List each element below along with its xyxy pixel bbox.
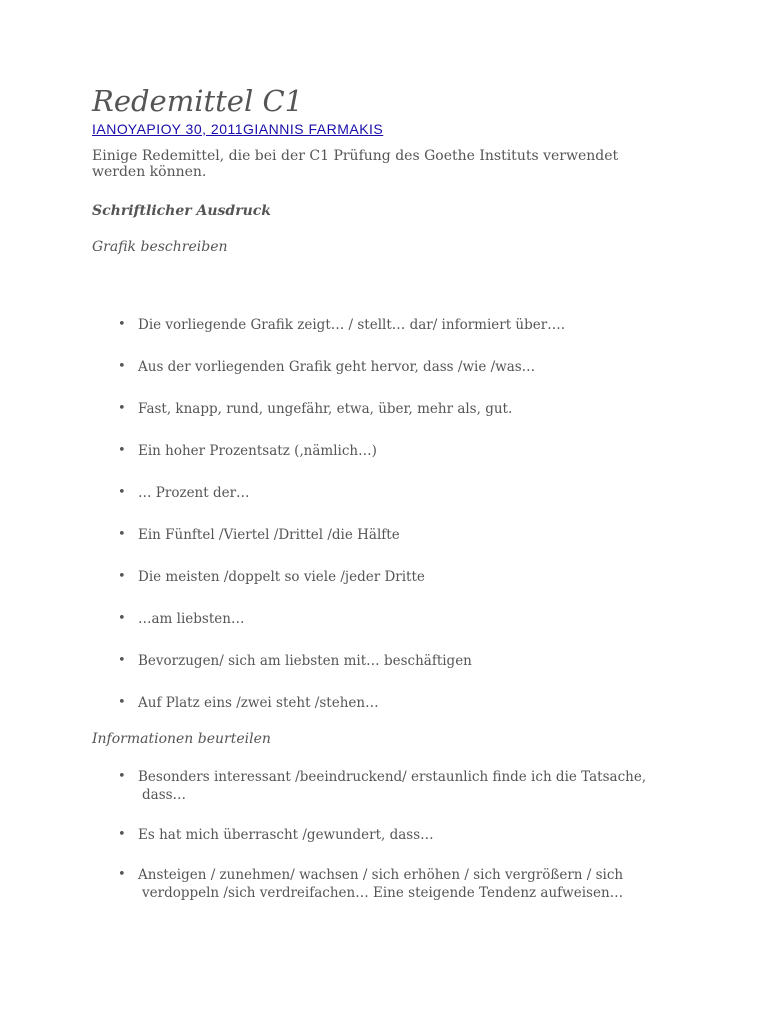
list-item: • Die meisten /doppelt so viele /jeder Dritte bbox=[118, 569, 425, 585]
bullet-icon: • bbox=[118, 569, 126, 584]
bullet-icon: • bbox=[118, 485, 126, 500]
phrase-list-beurteilen bbox=[92, 768, 672, 902]
list-item: • Ansteigen / zunehmen/ wachsen / sich erhöhen / sich vergrößern / sich verdoppeln /sich verdreifachen… Eine steigende Tendenz aufweisen… bbox=[118, 867, 624, 901]
intro-text: Einige Redemittel, die bei der C1 Prüfung des Goethe Instituts verwendet werden können. bbox=[92, 148, 619, 180]
post-meta bbox=[92, 120, 672, 138]
list-item: • Auf Platz eins /zwei steht /stehen… bbox=[118, 695, 379, 711]
date-author-link[interactable]: ΙΑΝΟΥΑΡΙΟΥ 30, 2011GIANNIS FARMAKIS bbox=[92, 121, 384, 137]
bullet-icon: • bbox=[118, 769, 126, 784]
bullet-icon: • bbox=[118, 827, 126, 842]
list-item: • Besonders interessant /beeindruckend/ erstaunlich finde ich die Tatsache, dass… bbox=[118, 769, 647, 803]
bullet-icon: • bbox=[118, 401, 126, 416]
subheading-grafik: Grafik beschreiben bbox=[92, 239, 228, 255]
list-item: • Es hat mich überrascht /gewundert, dass… bbox=[118, 827, 434, 843]
list-item: • … Prozent der… bbox=[118, 485, 250, 501]
list-item: • Ein hoher Prozentsatz (‚nämlich…) bbox=[118, 443, 377, 459]
list-item: • …am liebsten… bbox=[118, 611, 245, 627]
bullet-icon: • bbox=[118, 527, 126, 542]
bullet-icon: • bbox=[118, 317, 126, 332]
bullet-icon: • bbox=[118, 611, 126, 626]
bullet-icon: • bbox=[118, 867, 126, 882]
article bbox=[92, 84, 672, 924]
list-item: • Die vorliegende Grafik zeigt… / stellt… dar/ informiert über…. bbox=[118, 317, 565, 333]
phrase-list-grafik bbox=[92, 316, 672, 712]
page-title: Redemittel C1 bbox=[92, 84, 304, 118]
bullet-icon: • bbox=[118, 359, 126, 374]
section-heading: Schriftlicher Ausdruck bbox=[92, 203, 271, 219]
bullet-icon: • bbox=[118, 695, 126, 710]
list-item: • Bevorzugen/ sich am liebsten mit… beschäftigen bbox=[118, 653, 472, 669]
bullet-icon: • bbox=[118, 653, 126, 668]
list-item: • Fast, knapp, rund, ungefähr, etwa, über, mehr als, gut. bbox=[118, 401, 513, 417]
list-item: • Aus der vorliegenden Grafik geht hervor, dass /wie /was… bbox=[118, 359, 536, 375]
bullet-icon: • bbox=[118, 443, 126, 458]
list-item: • Ein Fünftel /Viertel /Drittel /die Hälfte bbox=[118, 527, 400, 543]
subheading-informationen: Informationen beurteilen bbox=[92, 731, 271, 747]
